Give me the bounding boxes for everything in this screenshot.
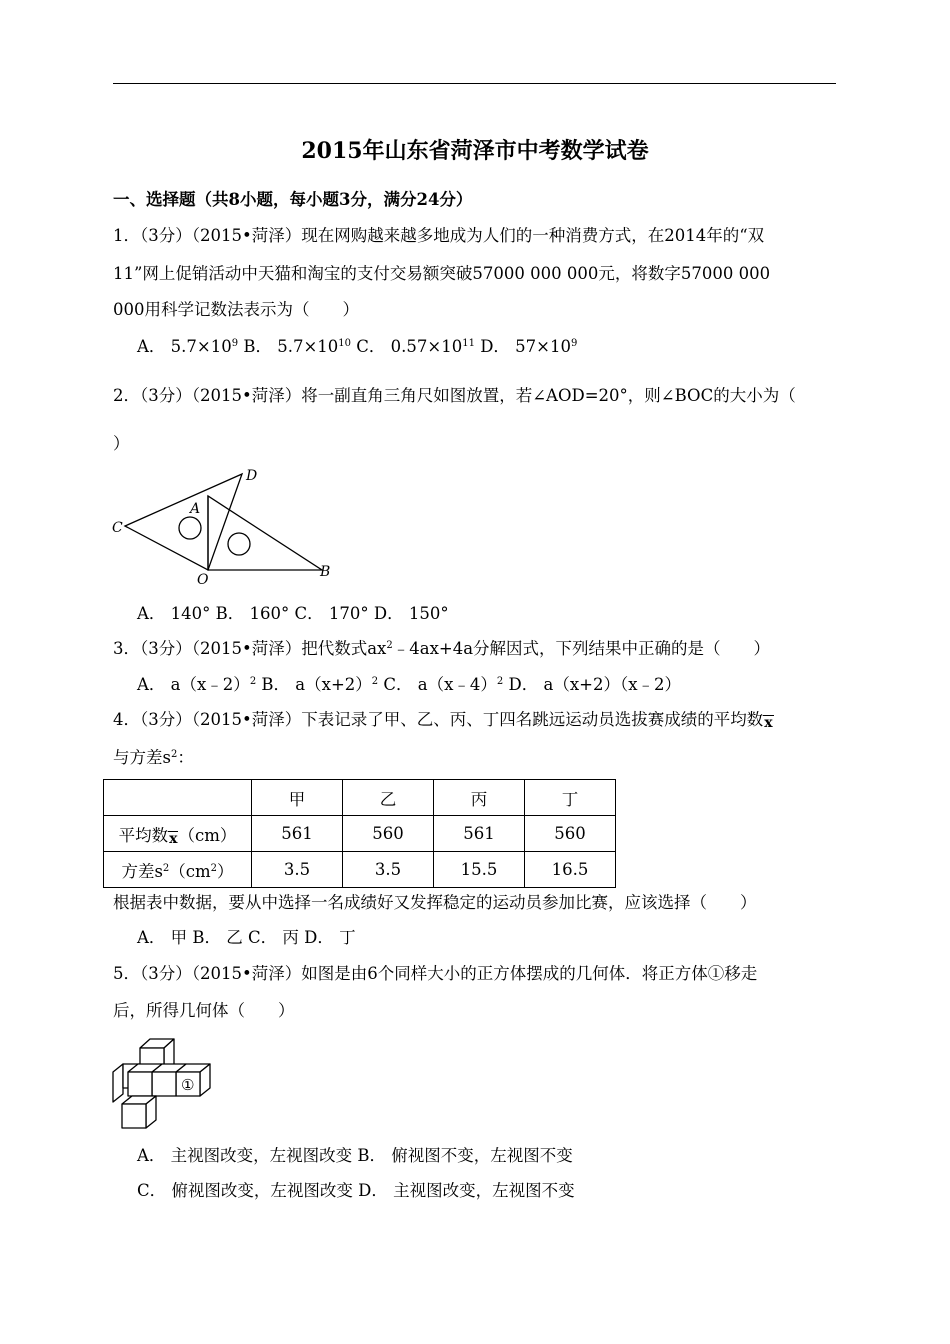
label-b: B bbox=[320, 564, 331, 580]
q1-option-c: C． 0.57×10 bbox=[351, 337, 463, 356]
triangle-rulers-figure bbox=[110, 462, 340, 586]
q3-options bbox=[137, 673, 681, 697]
q1-option-c-exp: 11 bbox=[462, 338, 475, 349]
table-header-cell: 甲 bbox=[252, 780, 343, 816]
q4-options: A． 甲 B． 乙 C． 丙 D． 丁 bbox=[137, 928, 356, 947]
q4-line3: 根据表中数据，要从中选择一名成绩好又发挥稳定的运动员参加比赛，应该选择（ ） bbox=[113, 893, 757, 912]
q1-option-a: A． 5.7×10 bbox=[137, 337, 232, 356]
score-table bbox=[103, 779, 616, 888]
q4-line2-pre: 与方差s bbox=[113, 748, 171, 767]
row-label-mean-unit: （cm） bbox=[178, 825, 237, 845]
triangle-aob bbox=[208, 496, 322, 570]
table-cell: 15.5 bbox=[434, 852, 525, 888]
q3-option-d: D． a（x+2）（x﹣2） bbox=[503, 675, 682, 694]
label-c: C bbox=[112, 520, 123, 536]
table-cell: 560 bbox=[525, 816, 616, 852]
q2-options: A． 140° B． 160° C． 170° D． 150° bbox=[137, 604, 449, 623]
q1-line2: 11”网上促销活动中天猫和淘宝的支付交易额突破57000 000 000元，将数字57000 000 bbox=[113, 264, 771, 283]
label-o: O bbox=[197, 572, 209, 586]
q4-line2 bbox=[113, 746, 194, 770]
q3-line1 bbox=[113, 637, 770, 661]
q4-line2-exp: 2 bbox=[170, 749, 178, 760]
header-rule bbox=[113, 83, 836, 84]
table-row bbox=[104, 852, 616, 888]
q1-option-b-exp: 10 bbox=[338, 338, 352, 349]
q1-options bbox=[137, 335, 577, 359]
page-title: 2015年山东省菏泽市中考数学试卷 bbox=[301, 138, 649, 164]
table-cell: 3.5 bbox=[343, 852, 434, 888]
table-cell: 3.5 bbox=[252, 852, 343, 888]
row-label-variance-text: 方差s bbox=[121, 861, 163, 881]
mean-xbar-symbol: x bbox=[764, 715, 773, 731]
q3-option-c: C． a（x﹣4） bbox=[378, 675, 497, 694]
ruler-hole-right bbox=[228, 533, 250, 555]
q3-option-c-exp: 2 bbox=[496, 676, 504, 687]
row-label-variance-exp: 2 bbox=[162, 862, 170, 874]
cube-one-label: ① bbox=[181, 1076, 195, 1094]
q1-line3: 000用科学记数法表示为（ ） bbox=[113, 300, 359, 319]
q3-option-a-exp: 2 bbox=[249, 676, 257, 687]
table-cell: 560 bbox=[343, 816, 434, 852]
q4-line2-post: ： bbox=[177, 748, 194, 767]
cube-stack-figure bbox=[108, 1034, 212, 1130]
q3-text-post: ﹣4ax+4a分解因式，下列结果中正确的是（ ） bbox=[392, 639, 771, 658]
section-heading: 一、选择题（共8小题，每小题3分，满分24分） bbox=[113, 190, 473, 209]
q3-exp: 2 bbox=[386, 640, 393, 651]
row-label-variance bbox=[104, 852, 252, 888]
q4-text: 4．（3分）（2015•菏泽）下表记录了甲、乙、丙、丁四名跳远运动员选拔赛成绩的平均数 bbox=[113, 710, 764, 729]
label-a: A bbox=[190, 501, 201, 517]
triangle-cod bbox=[125, 474, 242, 570]
table-header-cell: 乙 bbox=[343, 780, 434, 816]
q1-option-d-exp: 9 bbox=[571, 338, 578, 349]
table-row bbox=[104, 816, 616, 852]
row-label-variance-close: ） bbox=[217, 861, 234, 881]
ruler-hole-left bbox=[179, 517, 201, 539]
q1-option-a-exp: 9 bbox=[231, 338, 239, 349]
q5-options-row1: A． 主视图改变，左视图改变 B． 俯视图不变，左视图不变 bbox=[137, 1146, 573, 1165]
mean-xbar-symbol: x bbox=[169, 830, 178, 847]
row-label-mean-text: 平均数 bbox=[118, 825, 169, 845]
q2-line2: ） bbox=[113, 434, 130, 453]
table-header-cell: 丁 bbox=[525, 780, 616, 816]
q1-option-b: B． 5.7×10 bbox=[238, 337, 339, 356]
q3-option-b: B． a（x+2） bbox=[256, 675, 372, 694]
label-d: D bbox=[246, 468, 258, 484]
table-header-row bbox=[104, 780, 616, 816]
row-label-variance-unit-exp: 2 bbox=[210, 862, 218, 874]
q5-options-row2: C． 俯视图改变，左视图改变 D． 主视图改变，左视图不变 bbox=[137, 1181, 575, 1200]
row-label-mean bbox=[104, 816, 252, 852]
table-cell: 561 bbox=[252, 816, 343, 852]
q3-text-pre: 3．（3分）（2015•菏泽）把代数式ax bbox=[113, 639, 387, 658]
q5-line1: 5．（3分）（2015•菏泽）如图是由6个同样大小的正方体摆成的几何体．将正方体①移走 bbox=[113, 964, 758, 983]
row-label-variance-unit: （cm bbox=[169, 861, 211, 881]
table-header-cell: 丙 bbox=[434, 780, 525, 816]
q1-option-d: D． 57×10 bbox=[474, 337, 571, 356]
q4-line1 bbox=[113, 708, 774, 732]
q3-option-b-exp: 2 bbox=[371, 676, 379, 687]
q5-line2: 后，所得几何体（ ） bbox=[113, 1001, 295, 1020]
q2-line1: 2．（3分）（2015•菏泽）将一副直角三角尺如图放置，若∠AOD=20°，则∠BOC的大小为（ bbox=[113, 386, 796, 405]
table-cell: 16.5 bbox=[525, 852, 616, 888]
table-corner-cell bbox=[104, 780, 252, 816]
q1-line1: 1．（3分）（2015•菏泽）现在网购越来越多地成为人们的一种消费方式，在2014年的“双 bbox=[113, 226, 765, 245]
table-cell: 561 bbox=[434, 816, 525, 852]
q3-option-a: A． a（x﹣2） bbox=[137, 675, 250, 694]
